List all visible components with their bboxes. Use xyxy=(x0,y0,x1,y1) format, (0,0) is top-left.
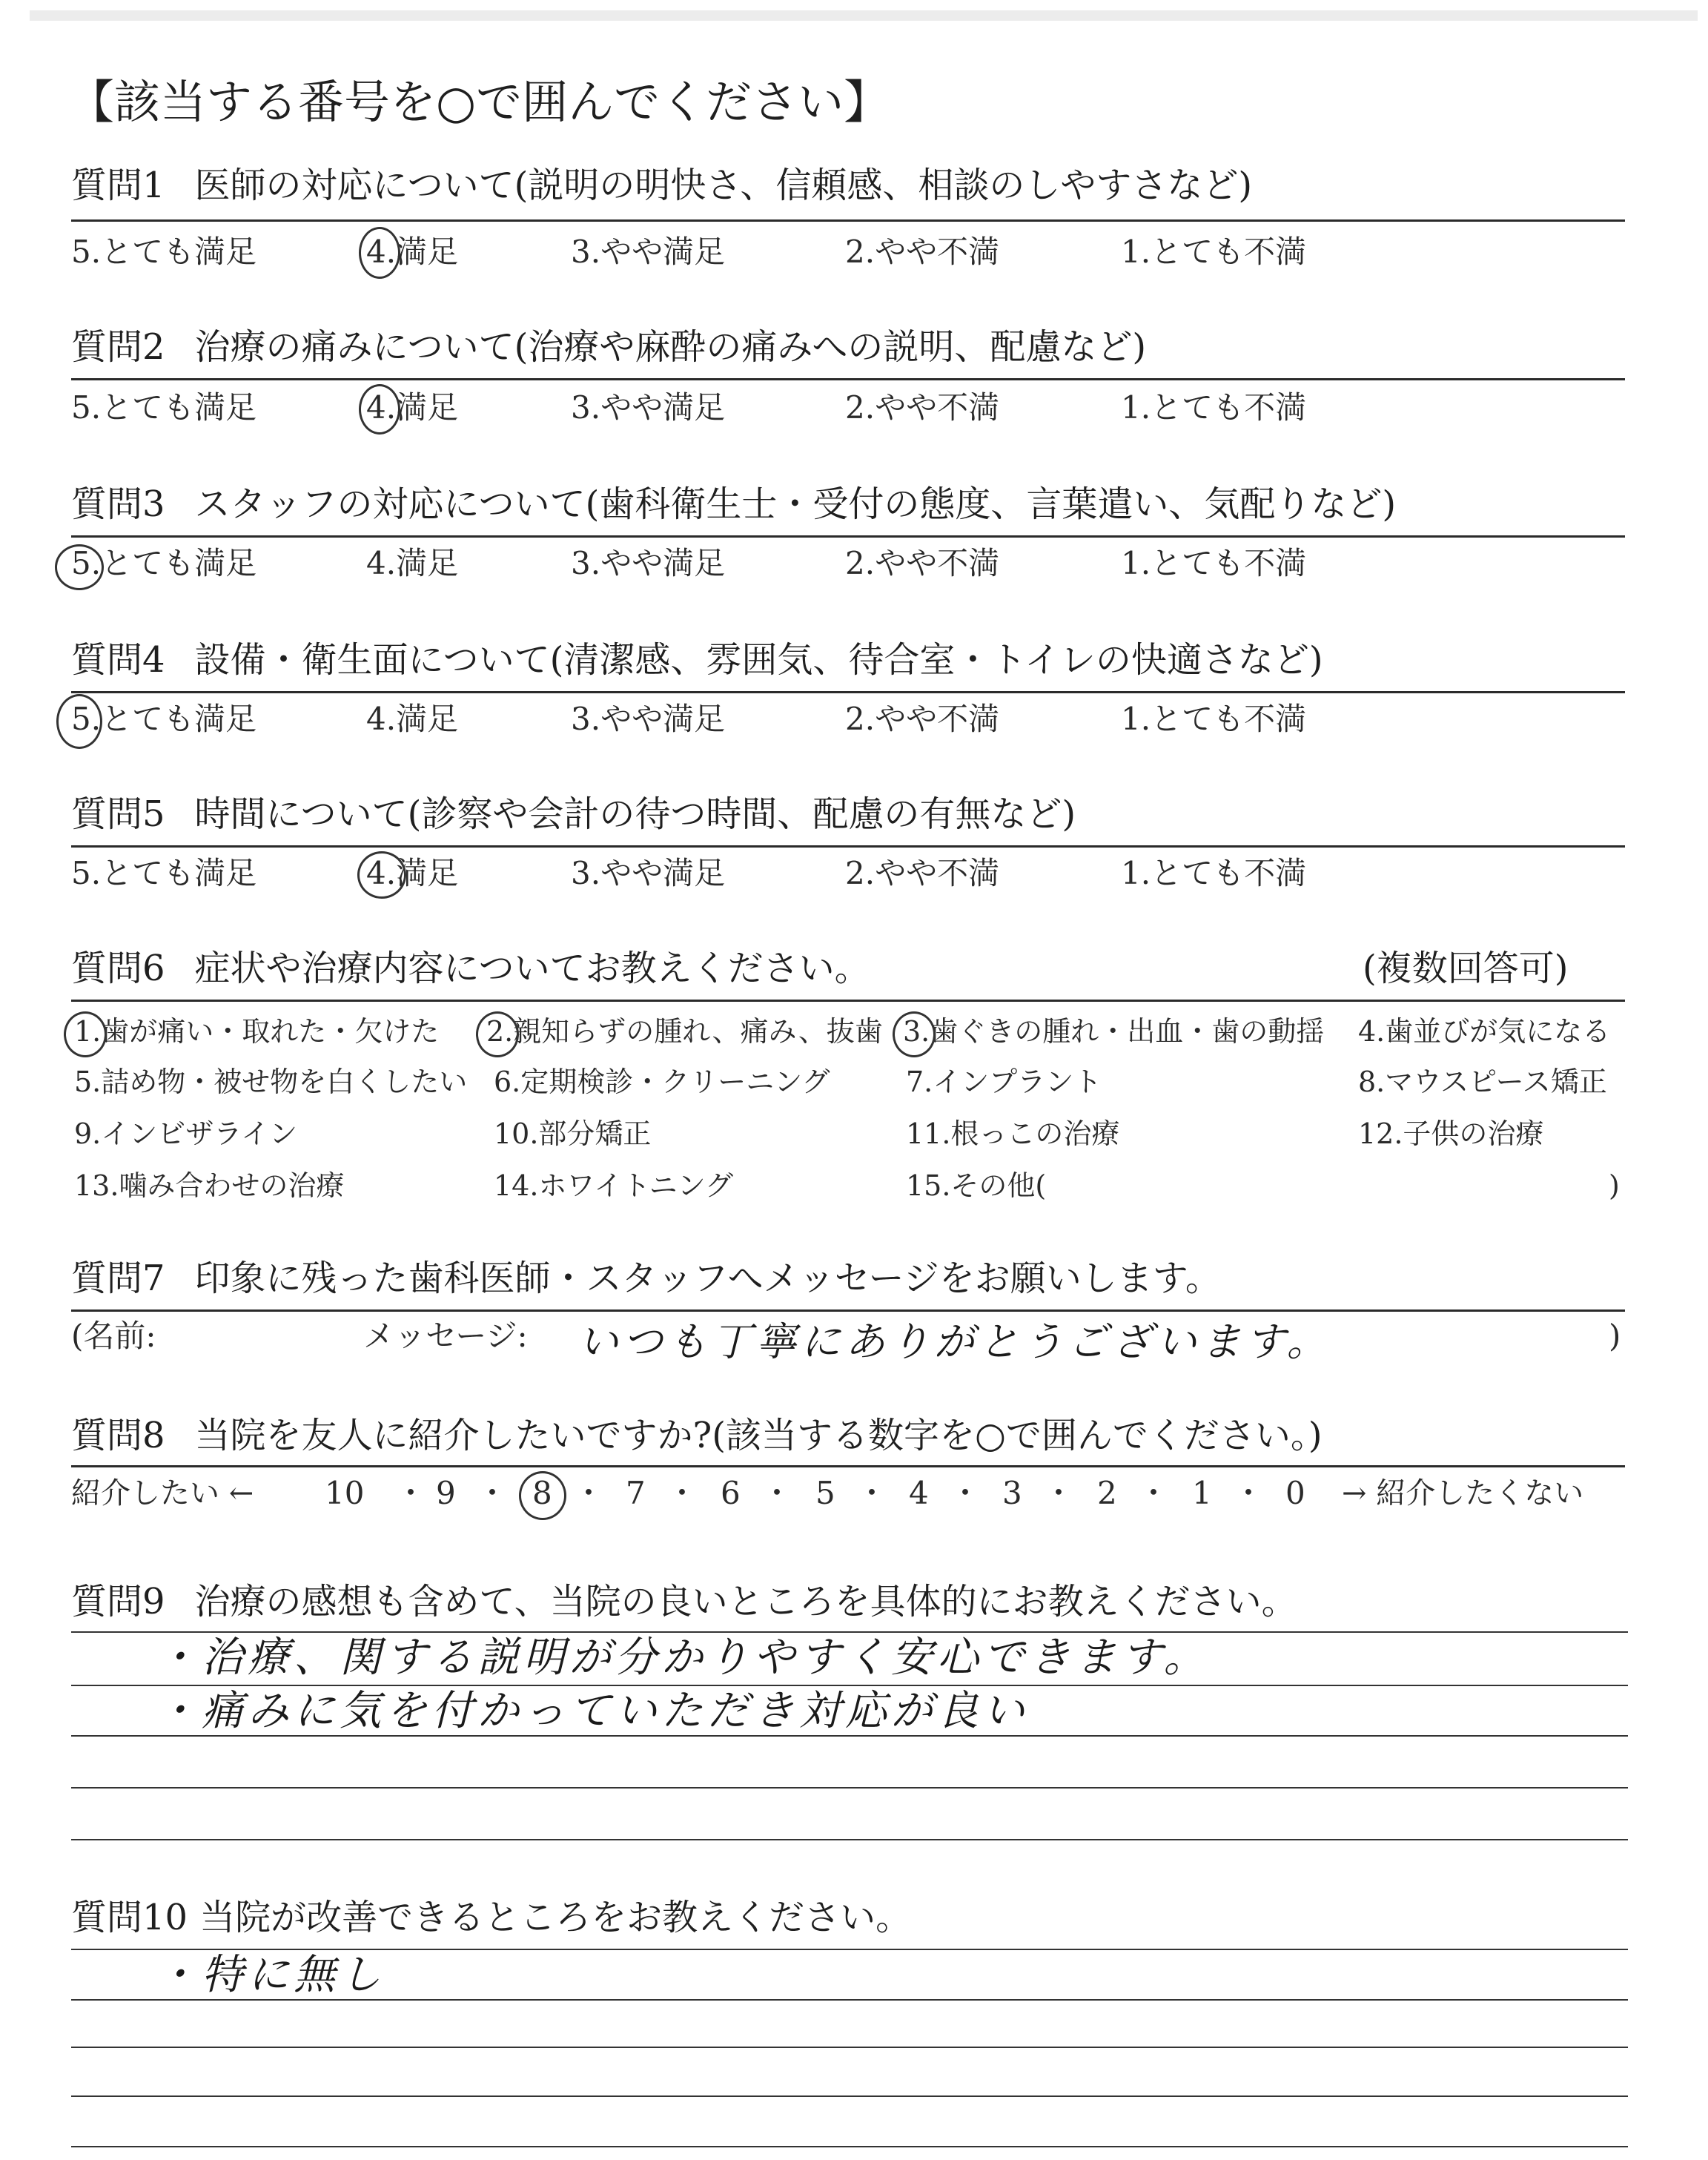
q10-writing-line xyxy=(71,2146,1628,2147)
q6-option-8[interactable]: 8.マウスピース矯正 xyxy=(1358,1066,1607,1098)
q5-rule xyxy=(71,845,1625,848)
q9-writing-line xyxy=(71,1735,1628,1737)
q5-title xyxy=(71,792,1076,836)
q7-name-label: (名前: xyxy=(71,1318,156,1354)
q5-option-1[interactable]: 1.とても不満 xyxy=(1121,855,1307,891)
q6-number: 質問6 xyxy=(71,948,165,989)
q8-scale-separator: ・ xyxy=(1233,1475,1265,1511)
q6-option-13[interactable]: 13.噛み合わせの治療 xyxy=(74,1169,345,1202)
q8-scale-0[interactable]: 0 xyxy=(1285,1475,1305,1511)
q7-rule xyxy=(71,1309,1625,1312)
q8-scale-separator: ・ xyxy=(573,1475,605,1511)
q8-scale-separator: ・ xyxy=(395,1475,427,1511)
q6-option-14[interactable]: 14.ホワイトニング xyxy=(494,1169,734,1202)
q7-title xyxy=(71,1256,1221,1301)
q6-note: (複数回答可) xyxy=(1363,948,1569,989)
q1-option-3[interactable]: 3.やや満足 xyxy=(571,234,726,270)
q4-text: 設備・衛生面について(清潔感、雰囲気、待合室・トイレの快適さなど) xyxy=(194,639,1323,681)
q6-option-15-close: ) xyxy=(1609,1169,1620,1202)
q8-scale-3[interactable]: 3 xyxy=(1002,1475,1022,1511)
q3-rule xyxy=(71,535,1625,538)
q10-answer-line-1[interactable]: ・特に無し xyxy=(156,1951,385,1999)
q1-number: 質問1 xyxy=(71,165,165,206)
q6-option-2[interactable]: 2.親知らずの腫れ、痛み、抜歯 xyxy=(486,1015,883,1048)
q3-number: 質問3 xyxy=(71,483,165,525)
q3-option-4[interactable]: 4.満足 xyxy=(366,545,459,581)
q9-answer-line-1[interactable]: ・治療、関する説明が分かりやすく安心できます。 xyxy=(156,1634,1210,1682)
q6-option-1[interactable]: 1.歯が痛い・取れた・欠けた xyxy=(74,1015,440,1048)
q7-message-handwritten[interactable]: いつも丁寧にありがとうございます。 xyxy=(578,1318,1331,1365)
q8-scale-4[interactable]: 4 xyxy=(909,1475,929,1511)
q7-text: 印象に残った歯科医師・スタッフへメッセージをお願いします。 xyxy=(194,1258,1221,1299)
q8-scale-separator: ・ xyxy=(1043,1475,1075,1511)
q9-answer-line-2[interactable]: ・痛みに気を付かっていただき対応が良い xyxy=(156,1687,1029,1735)
q2-number: 質問2 xyxy=(71,326,165,368)
q9-number: 質問9 xyxy=(71,1581,165,1622)
q6-option-5[interactable]: 5.詰め物・被せ物を白くしたい xyxy=(74,1066,468,1098)
q3-title xyxy=(71,482,1396,526)
q5-option-2[interactable]: 2.やや不満 xyxy=(845,855,1000,891)
q5-number: 質問5 xyxy=(71,793,165,835)
q10-text: 当院が改善できるところをお教えください。 xyxy=(199,1897,912,1938)
q1-option-4[interactable]: 4.満足 xyxy=(366,234,459,270)
q2-rule xyxy=(71,378,1625,380)
q6-option-12[interactable]: 12.子供の治療 xyxy=(1358,1117,1544,1150)
q2-option-4[interactable]: 4.満足 xyxy=(366,389,459,426)
q6-option-6[interactable]: 6.定期検診・クリーニング xyxy=(494,1066,830,1098)
q4-option-4[interactable]: 4.満足 xyxy=(366,701,459,737)
q4-option-1[interactable]: 1.とても不満 xyxy=(1121,701,1307,737)
q6-option-15[interactable]: 15.その他( xyxy=(906,1169,1047,1202)
q10-title xyxy=(71,1895,911,1940)
q8-scale-separator: ・ xyxy=(761,1475,793,1511)
q8-rule xyxy=(71,1465,1625,1467)
q5-option-5[interactable]: 5.とても満足 xyxy=(71,855,257,891)
q6-option-10[interactable]: 10.部分矯正 xyxy=(494,1117,652,1150)
q3-option-1[interactable]: 1.とても不満 xyxy=(1121,545,1307,581)
q7-number: 質問7 xyxy=(71,1258,165,1299)
q3-option-5[interactable]: 5.とても満足 xyxy=(71,545,257,581)
q8-scale-1[interactable]: 1 xyxy=(1192,1475,1212,1511)
q4-option-5[interactable]: 5.とても満足 xyxy=(71,701,257,737)
q8-title xyxy=(71,1413,1323,1458)
q5-text: 時間について(診察や会計の待つ時間、配慮の有無など) xyxy=(194,793,1076,835)
q4-option-2[interactable]: 2.やや不満 xyxy=(845,701,1000,737)
q1-rule xyxy=(71,219,1625,222)
q6-option-7[interactable]: 7.インプラント xyxy=(906,1066,1102,1098)
q1-title xyxy=(71,163,1252,208)
q1-option-5[interactable]: 5.とても満足 xyxy=(71,234,257,270)
q3-option-3[interactable]: 3.やや満足 xyxy=(571,545,726,581)
q4-number: 質問4 xyxy=(71,639,165,681)
q2-option-1[interactable]: 1.とても不満 xyxy=(1121,389,1307,426)
q8-scale-8[interactable]: 8 xyxy=(532,1475,552,1511)
q6-option-4[interactable]: 4.歯並びが気になる xyxy=(1358,1015,1611,1048)
scan-edge xyxy=(30,10,1698,21)
q8-scale-7[interactable]: 7 xyxy=(626,1475,646,1511)
q2-text: 治療の痛みについて(治療や麻酔の痛みへの説明、配慮など) xyxy=(194,326,1147,368)
q10-number: 質問10 xyxy=(71,1897,188,1938)
q4-option-3[interactable]: 3.やや満足 xyxy=(571,701,726,737)
q10-writing-line xyxy=(71,2095,1628,2097)
q5-option-3[interactable]: 3.やや満足 xyxy=(571,855,726,891)
q3-text: スタッフの対応について(歯科衛生士・受付の態度、言葉遣い、気配りなど) xyxy=(194,483,1397,525)
q8-scale-separator: ・ xyxy=(477,1475,509,1511)
q6-rule xyxy=(71,1000,1625,1002)
q9-writing-line xyxy=(71,1839,1628,1840)
q4-rule xyxy=(71,691,1625,693)
q8-scale-separator: ・ xyxy=(1138,1475,1170,1511)
q9-text: 治療の感想も含めて、当院の良いところを具体的にお教えください。 xyxy=(194,1581,1297,1622)
q8-left-label: 紹介したい ← xyxy=(71,1476,254,1510)
q8-text: 当院を友人に紹介したいですか?(該当する数字を○で囲んでください。) xyxy=(194,1415,1323,1456)
q2-title xyxy=(71,325,1146,369)
q5-option-4[interactable]: 4.満足 xyxy=(366,855,459,891)
q6-text: 症状や治療内容についてお教えください。 xyxy=(194,948,870,989)
q2-option-5[interactable]: 5.とても満足 xyxy=(71,389,257,426)
q8-scale-6[interactable]: 6 xyxy=(721,1475,741,1511)
q8-scale-separator: ・ xyxy=(950,1475,982,1511)
q1-option-2[interactable]: 2.やや不満 xyxy=(845,234,1000,270)
q10-writing-line xyxy=(71,1999,1628,2001)
q8-number: 質問8 xyxy=(71,1415,165,1456)
q2-option-3[interactable]: 3.やや満足 xyxy=(571,389,726,426)
q6-title xyxy=(71,946,870,991)
q1-text: 医師の対応について(説明の明快さ、信頼感、相談のしやすさなど) xyxy=(194,165,1253,206)
q6-option-3[interactable]: 3.歯ぐきの腫れ・出血・歯の動揺 xyxy=(903,1015,1325,1048)
q8-scale-5[interactable]: 5 xyxy=(815,1475,835,1511)
q1-option-1[interactable]: 1.とても不満 xyxy=(1121,234,1307,270)
q8-right-label: → 紹介したくない xyxy=(1342,1476,1584,1510)
q9-writing-line xyxy=(71,1787,1628,1789)
q8-scale-9[interactable]: 9 xyxy=(436,1475,456,1511)
q8-scale-10[interactable]: 10 xyxy=(325,1475,365,1511)
q8-scale-separator: ・ xyxy=(666,1475,698,1511)
q3-option-2[interactable]: 2.やや不満 xyxy=(845,545,1000,581)
q7-close-paren: ) xyxy=(1609,1318,1621,1354)
q8-scale-separator: ・ xyxy=(856,1475,888,1511)
q10-writing-line xyxy=(71,2047,1628,2048)
q6-option-11[interactable]: 11.根っこの治療 xyxy=(906,1117,1120,1150)
q2-option-2[interactable]: 2.やや不満 xyxy=(845,389,1000,426)
q6-option-9[interactable]: 9.インビザライン xyxy=(74,1117,298,1150)
q7-message-label: メッセージ: xyxy=(363,1318,528,1354)
q8-scale-2[interactable]: 2 xyxy=(1097,1475,1117,1511)
page-title: 【該当する番号を○で囲んでください】 xyxy=(68,75,890,129)
q9-title xyxy=(71,1579,1297,1624)
q4-title xyxy=(71,638,1323,682)
